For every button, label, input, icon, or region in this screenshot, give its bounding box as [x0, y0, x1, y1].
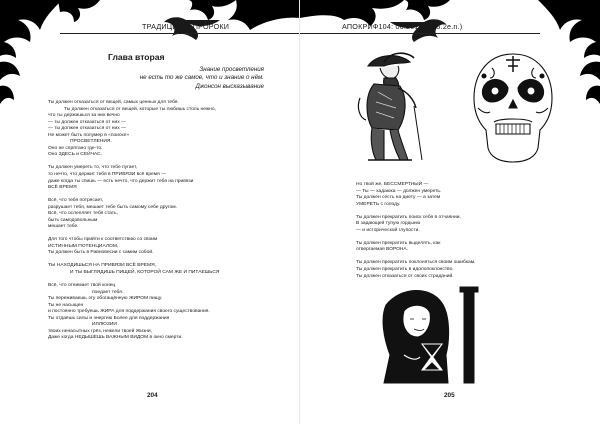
text-line: И ТЫ ВЫГЛЯДИШЬ ПИЩЕЙ, КОТОРОЙ САМ ЖЕ И ПИТАЕШЬСЯ — [70, 270, 220, 276]
text-line: Ты должен сесть на диету — а затем — [356, 195, 441, 201]
text-line: Ты должен быть в Равновесии с самим собой. — [48, 250, 154, 256]
text-line: Но твой же, БЕССМЕРТНЫЙ — — [356, 182, 429, 187]
text-line: — ты должен отказаться от них — — [48, 126, 126, 132]
text-line: даже когда ты спишь — есть нечто, что держит тебя на привязи — [48, 178, 194, 184]
text-line: разрушает тебя, мешает тебе быть самому себе другом. — [48, 204, 177, 210]
text-line: — и исторической глупости. — [356, 227, 420, 233]
text-line: В задающей тупую гордыню — [356, 221, 421, 227]
epigraph-author: Джонсон высказывание — [195, 82, 264, 90]
text-line: Всё, что ослепляет тебя стать, — [48, 211, 118, 217]
text-line: ТЫ НАХОДИШЬСЯ НА ПРИВЯЗИ ВСЁ ВРЕМЯ, — [48, 263, 157, 269]
text-line: Ты должен отказаться от вещей, самых ценных для тебя. — [48, 100, 179, 105]
header-rule — [60, 33, 300, 34]
text-line: Ты должен прекратить поиск себя в отчаянии, — [356, 214, 461, 220]
text-line: Не может быть полумер в «поиске» — [48, 132, 130, 138]
text-line: ПРОСВЕТЛЕНИЯ. — [70, 139, 112, 145]
text-line: твоих ненасытных грёз, нежели твоей Жизни, — [48, 328, 153, 334]
text-line: поедает тебя. — [92, 289, 124, 295]
epigraph-line: Знание просветления — [199, 66, 264, 73]
text-line: Всё, что отнимает твой конец — [48, 283, 116, 289]
text-line: УМЕРЕТЬ с голоду. — [356, 201, 401, 207]
running-header: АПОКРИФ104: 06.2016 (III.5.2e.n.) — [342, 22, 463, 31]
text-line: — ты должен отказаться от них — — [48, 119, 126, 125]
text-line: Ты отдаёшь силы и энергию Более для поддержания — [48, 315, 170, 321]
text-line: Ты не насыщен — [48, 302, 84, 308]
text-line: Всё, что тебя потрясает, — [48, 198, 104, 204]
epigraph — [140, 66, 264, 91]
text-line: ИЛЛЮЗИИ — [92, 322, 117, 328]
page-number: 204 — [147, 392, 158, 399]
text-line: что ты держишься за них вечно — [48, 113, 120, 119]
text-line: ВСЁ ВРЕМЯ — [48, 185, 77, 191]
left-body-text — [48, 100, 278, 342]
page-number: 205 — [444, 392, 455, 399]
monk-hourglass-illustration — [380, 285, 486, 385]
running-header: ТРАДИЦИИ И ПРОРОКИ — [142, 22, 230, 31]
text-line: и постоянно требуешь ЖИРА для поддержания своего существования. — [48, 309, 210, 315]
header-rule — [300, 33, 540, 34]
text-line: то нечто, что держит тебя в ПРИВЯЗИ всё время — — [48, 171, 167, 177]
text-line: Для того чтобы прийти к соответствию со своим — [48, 237, 158, 243]
text-line: отвергаемая ВОРОНА. — [356, 247, 409, 253]
text-line: ИСТИННЫМ ПОТЕНЦИАЛОМ, — [48, 243, 119, 249]
right-page — [300, 0, 600, 424]
text-line: Ты должен отказаться от вещей, которые ты любишь столь нежно, — [64, 106, 216, 112]
right-body-text — [356, 182, 586, 280]
text-line: Оно ЗДЕСЬ и СЕЙЧАС. — [48, 152, 102, 158]
text-line: Ты должен отказаться от своих страданий. — [356, 273, 454, 279]
text-line: Ты должен умереть то, что тебе пугает, — [48, 165, 138, 171]
cavalier-illustration — [354, 48, 424, 166]
text-line: — Ты — хадаюка — должен умереть. — [356, 188, 442, 194]
text-line: Даже когда НЕДЫШЕШЬ ВАЖНЫМ ВИДОМ в окно смерти. — [48, 335, 183, 341]
text-line: Ты должен прекратить в идолопоклонство. — [356, 266, 454, 272]
text-line: быть самодовольным — [48, 217, 98, 223]
text-line: Оно не спрятано где-то. — [48, 145, 103, 151]
epigraph-line: не есть то же самое, что и знание о нём. — [139, 74, 264, 82]
chapter-title: Глава вторая — [108, 52, 165, 62]
text-line: Ты должен прекратить выделять, как — [356, 240, 441, 246]
text-line: Ты должен прекратить поклоняться своим ошибкам. — [356, 260, 476, 266]
skull-illustration — [470, 52, 556, 170]
text-line: Ты переживаешь эту обогащённую ЖИРОМ пищу. — [48, 296, 163, 302]
text-line: мешает тебе. — [48, 224, 79, 230]
